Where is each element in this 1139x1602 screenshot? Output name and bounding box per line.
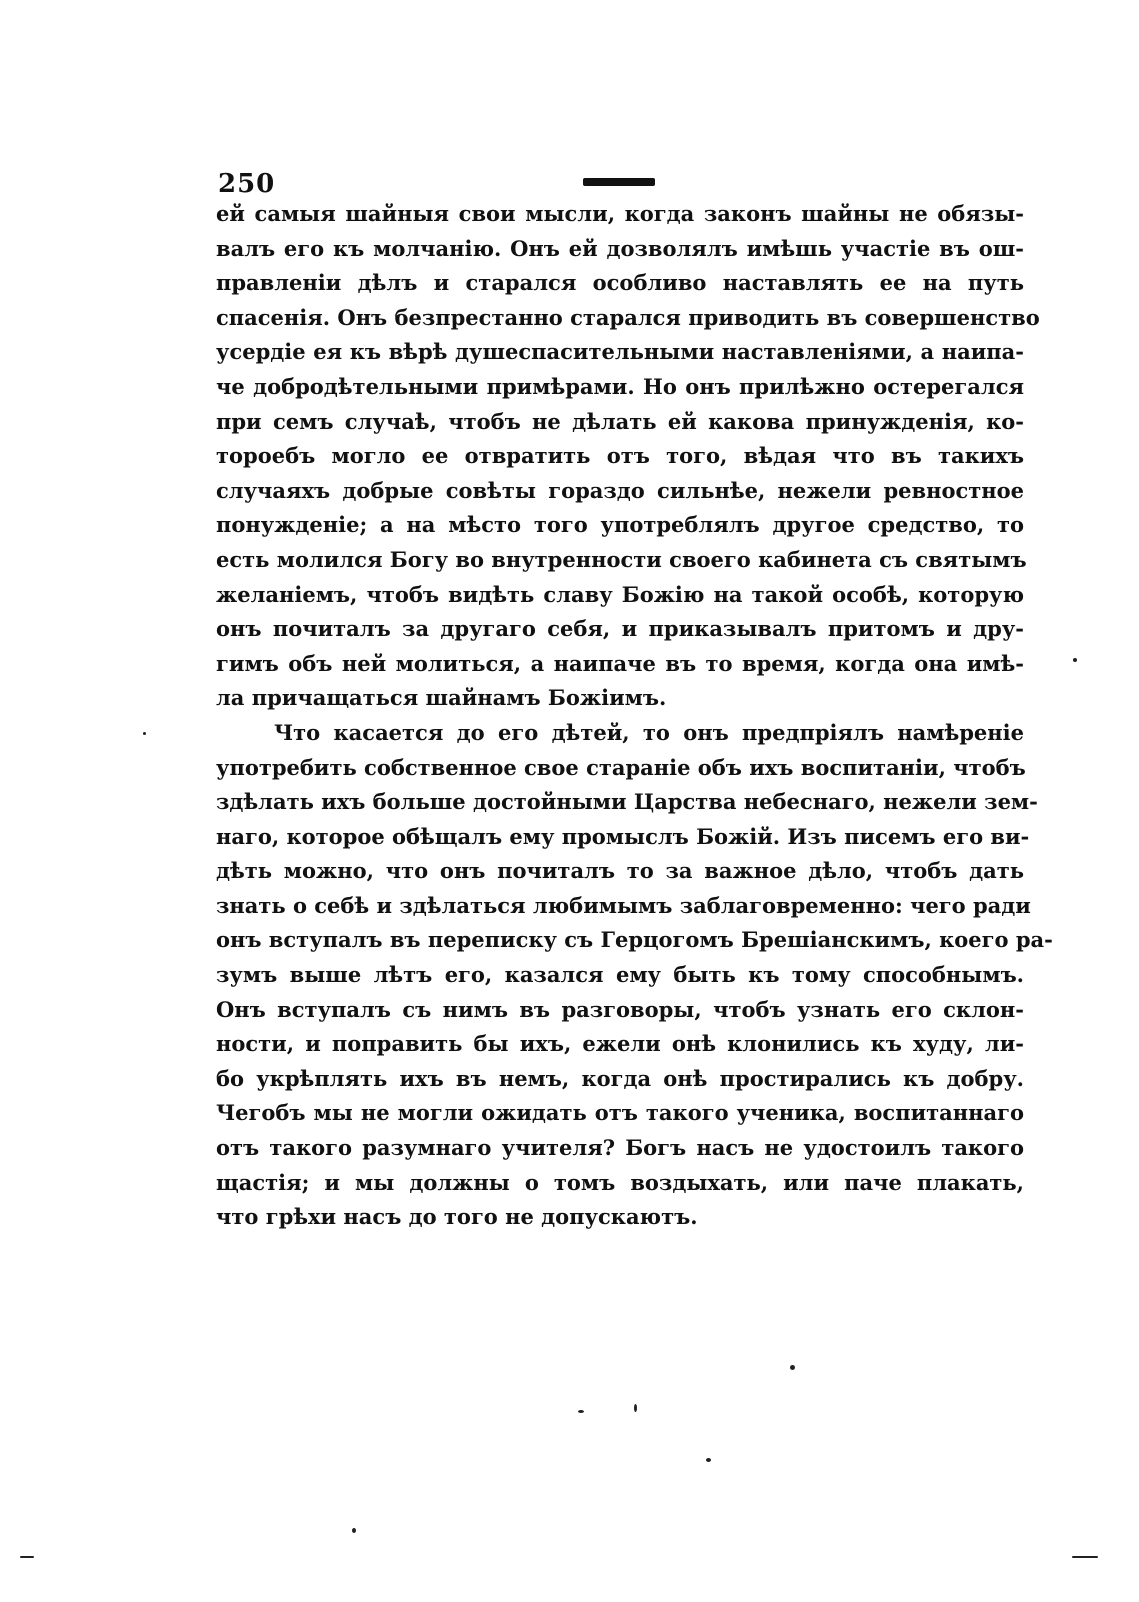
text-line: употребить собственное свое стараніе объ ихъ воспитаніи, чтобъ	[216, 754, 1026, 780]
text-line: отъ такого разумнаго учителя? Богъ насъ не удостоилъ такого	[216, 1135, 1024, 1161]
text-line: Чегобъ мы не могли ожидать отъ такого ученика, воспитаннаго	[216, 1100, 1024, 1126]
text-line: зумъ выше лѣтъ его, казался ему быть къ тому способнымъ.	[216, 962, 1024, 988]
text-line: понужденіе; а на мѣсто того употреблялъ другое средство, то	[216, 512, 1024, 538]
scan-speck	[706, 1458, 711, 1462]
text-line: наго, которое обѣщалъ ему промыслъ Божій. Изъ писемъ его ви-	[216, 823, 1030, 849]
text-line: усердіе ея къ вѣрѣ душеспасительными наставленіями, а наипа-	[216, 339, 1024, 365]
text-line: гимъ объ ней молиться, а наипаче въ то время, когда она имѣ-	[216, 650, 1024, 676]
text-line: ности, и поправить бы ихъ, ежели онѣ клонились къ худу, ли-	[216, 1031, 1024, 1057]
scan-speck	[1073, 658, 1077, 662]
page-number: 250	[218, 169, 276, 199]
text-line: при семъ случаѣ, чтобъ не дѣлать ей какова принужденія, ко-	[216, 408, 1024, 434]
scan-speck	[20, 1556, 34, 1558]
text-line: спасенія. Онъ безпрестанно старался приводить въ совершенство	[216, 304, 1040, 330]
text-line: бо укрѣплять ихъ въ немъ, когда онѣ простирались къ добру.	[216, 1065, 1024, 1091]
scan-speck	[1072, 1556, 1098, 1558]
paragraph-end-line: что грѣхи насъ до того не допускаютъ.	[216, 1204, 698, 1230]
scan-speck	[634, 1404, 637, 1412]
text-line: случаяхъ добрые совѣты гораздо сильнѣе, нежели ревностное	[216, 477, 1024, 503]
text-line: правленіи дѣлъ и старался особливо наставлять ее на путь	[216, 270, 1024, 296]
scan-speck	[578, 1410, 584, 1413]
paragraph-start-line: Что касается до его дѣтей, то онъ предпріялъ намѣреніе	[274, 719, 1024, 745]
body-text	[216, 197, 1053, 1235]
scan-speck	[352, 1528, 356, 1533]
text-line: че добродѣтельными примѣрами. Но онъ прилѣжно остерегался	[216, 373, 1024, 399]
text-line: валъ его къ молчанію. Онъ ей дозволялъ имѣшь участіе въ ош-	[216, 235, 1024, 261]
paragraph-end-line: ла причащаться шайнамъ Божіимъ.	[216, 685, 667, 711]
text-line: щастія; и мы должны о томъ воздыхать, или паче плакать,	[216, 1169, 1024, 1195]
header-ornament-rule	[583, 178, 655, 186]
scan-speck	[143, 732, 146, 735]
text-line: тороебъ могло ее отвратить отъ того, вѣдая что въ такихъ	[216, 443, 1024, 469]
text-line: знать о себѣ и здѣлаться любимымъ заблаговременно: чего ради	[216, 892, 1031, 918]
scan-speck	[790, 1365, 795, 1370]
text-line: здѣлать ихъ больше достойными Царства небеснаго, нежели зем-	[216, 789, 1038, 815]
text-line: дѣть можно, что онъ почиталъ то за важное дѣло, чтобъ дать	[216, 858, 1024, 884]
text-line: онъ вступалъ въ переписку съ Герцогомъ Брешіанскимъ, коего ра-	[216, 927, 1053, 953]
text-line: желаніемъ, чтобъ видѣть славу Божію на такой особѣ, которую	[216, 581, 1024, 607]
text-line: онъ почиталъ за другаго себя, и приказывалъ притомъ и дру-	[216, 616, 1024, 642]
text-line: ей самыя шайныя свои мысли, когда законъ шайны не обязы-	[216, 201, 1024, 226]
text-line: Онъ вступалъ съ нимъ въ разговоры, чтобъ узнать его склон-	[216, 996, 1024, 1022]
text-line: есть молился Богу во внутренности своего кабинета съ святымъ	[216, 546, 1027, 572]
